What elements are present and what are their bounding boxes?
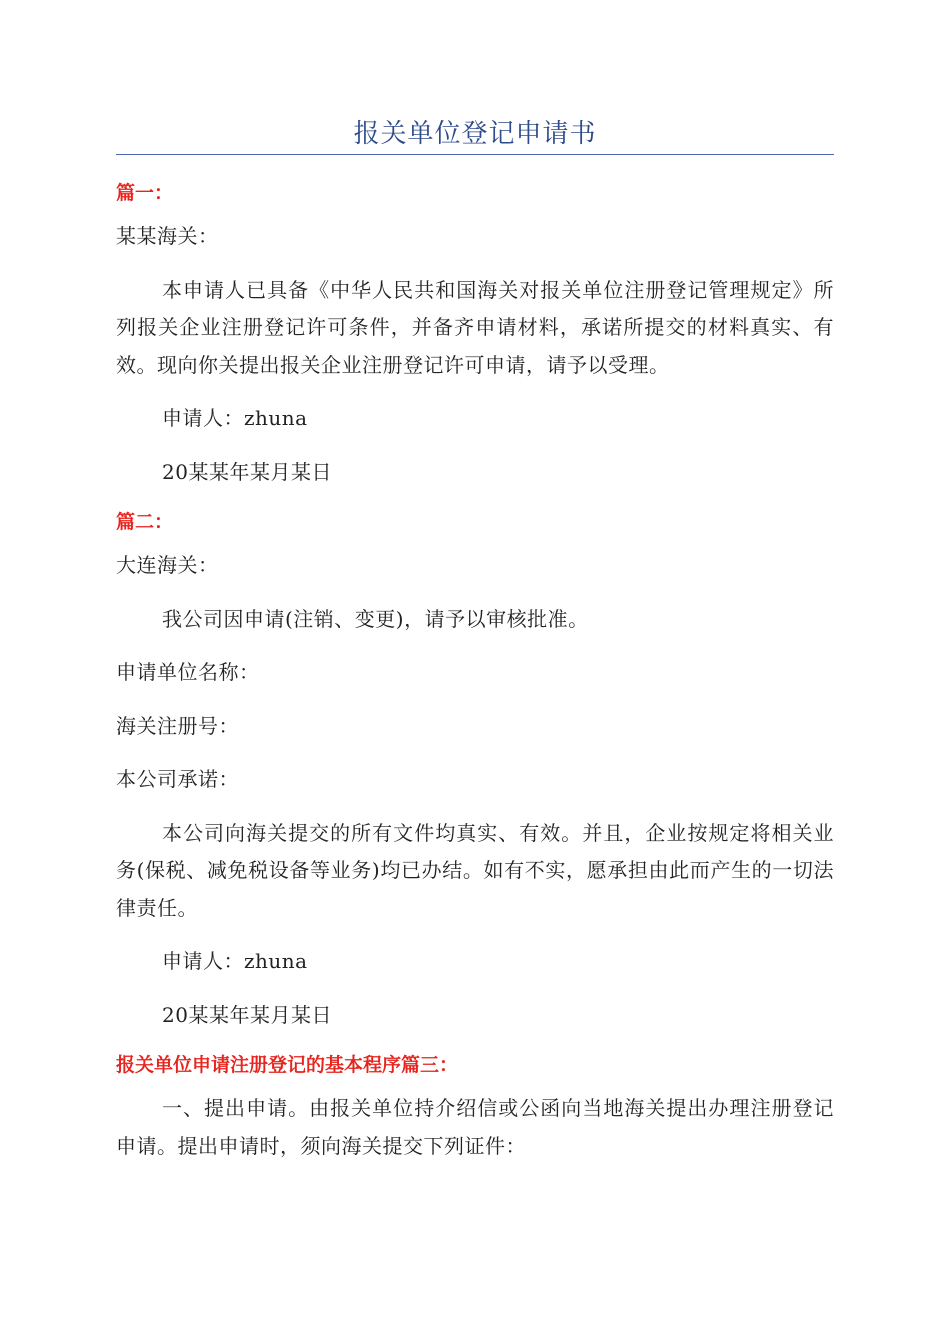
section2-date: 20某某年某月某日: [162, 1002, 332, 1027]
section2-reg-no: 海关注册号：: [116, 713, 239, 738]
section1-salutation: 某某海关：: [116, 224, 219, 248]
section1-body: 本申请人已具备《中华人民共和国海关对报关单位注册登记管理规定》所列报关企业注册登记许可条件，并备齐申请材料，承诺所提交的材料真实、有效。现向你关提出报关企业注册登记许可申请，请予以受理。: [116, 277, 834, 377]
document-page: [116, 0, 834, 1344]
title-underline: [116, 154, 834, 155]
section1-applicant: 申请人：zhuna: [162, 406, 308, 430]
section2-heading: 篇二：: [116, 511, 174, 533]
section2-unit-name: 申请单位名称：: [116, 660, 260, 684]
section3-step1: 一、提出申请。由报关单位持介绍信或公函向当地海关提出办理注册登记申请。提出申请时，须向海关提交下列证件：: [116, 1096, 834, 1158]
section1-heading: 篇一：: [116, 182, 174, 204]
section2-salutation: 大连海关：: [116, 553, 219, 577]
document-body: [116, 178, 834, 1165]
section1-date: 20某某年某月某日: [162, 459, 332, 484]
section2-applicant: 申请人：zhuna: [162, 949, 308, 973]
document-title: 报关单位登记申请书: [353, 119, 597, 149]
section2-request: 我公司因申请(注销、变更)，请予以审核批准。: [162, 606, 589, 631]
section2-promise-label: 本公司承诺：: [116, 767, 239, 791]
section2-promise-body: 本公司向海关提交的所有文件均真实、有效。并且，企业按规定将相关业务(保税、减免税设备等业务)均已办结。如有不实，愿承担由此而产生的一切法律责任。: [116, 820, 834, 920]
section3-heading: 报关单位申请注册登记的基本程序篇三：: [116, 1054, 459, 1076]
